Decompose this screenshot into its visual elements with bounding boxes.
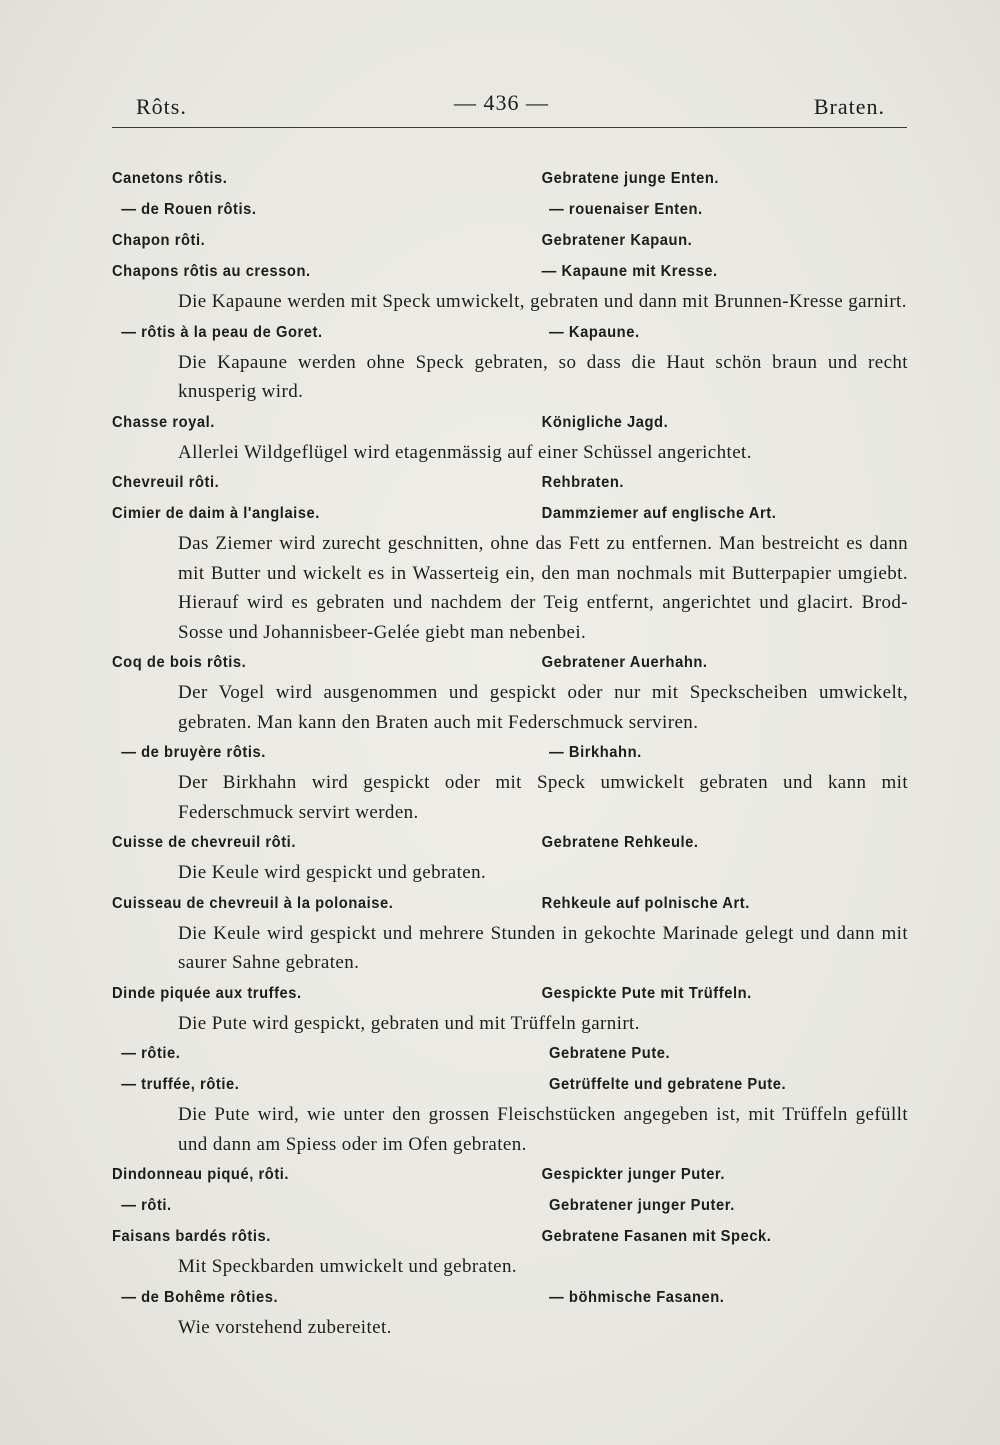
recipe-title-german: Getrüffelte und gebratene Pute.: [549, 1076, 787, 1093]
recipe-entry: [112, 647, 912, 737]
recipe-title-line: [112, 978, 848, 1009]
recipe-entry: [112, 888, 912, 978]
recipe-title-german: — rouenaiser Enten.: [549, 201, 703, 218]
recipe-title-line: [112, 317, 848, 348]
recipe-entry: [112, 1159, 912, 1190]
recipe-title-line: [112, 467, 848, 498]
recipe-title-german: Gebratene junge Enten.: [541, 170, 720, 187]
recipe-title-line: [112, 647, 848, 678]
recipe-title-german: Gebratener Kapaun.: [541, 232, 693, 249]
recipe-title-line: [112, 1069, 848, 1100]
recipe-title-line: [112, 225, 848, 256]
recipe-description: Der Vogel wird ausgenommen und gespickt oder nur mit Speckscheiben umwickelt, gebraten. Man kann den Braten auch mit Federschmuck serviren.: [178, 682, 908, 733]
recipe-title-german: Gebratener Auerhahn.: [541, 654, 708, 671]
recipe-description: Mit Speckbarden umwickelt und gebraten.: [178, 1256, 518, 1277]
recipe-title-french: Cuisse de chevreuil rôti.: [112, 834, 296, 851]
recipe-description: Allerlei Wildgeflügel wird etagenmässig auf einer Schüssel angerichtet.: [178, 441, 752, 463]
recipe-title-french: Cuisseau de chevreuil à la polonaise.: [112, 894, 394, 912]
recipe-title-french: — rôtie.: [121, 1045, 181, 1062]
recipe-description: Die Keule wird gespickt und mehrere Stunden in gekochte Marinade gelegt und dann mit saurer Sahne gebraten.: [178, 922, 908, 973]
recipe-description: Die Kapaune werden mit Speck umwickelt, gebraten und dann mit Brunnen-Kresse garnirt.: [178, 291, 907, 312]
recipe-description: Die Pute wird, wie unter den grossen Fleischstücken angegeben ist, mit Trüffeln gefüllt und dann am Spiess oder im Ofen gebraten.: [178, 1104, 908, 1155]
header-section-french: Rôts.: [136, 94, 187, 119]
recipe-title-line: [112, 1282, 848, 1313]
recipe-title-line: [112, 827, 848, 858]
recipe-title-french: Chevreuil rôti.: [112, 474, 220, 491]
recipe-entry: [112, 737, 912, 827]
recipe-title-line: [112, 194, 848, 225]
recipe-title-french: — de Bohême rôties.: [121, 1288, 279, 1306]
recipe-entry: [112, 1190, 912, 1221]
recipe-title-line: [112, 407, 848, 438]
recipe-title-french: Faisans bardés rôtis.: [112, 1228, 271, 1245]
recipe-description: Der Birkhahn wird gespickt oder mit Speck umwickelt gebraten und kann mit Federschmuck servirt werden.: [178, 772, 908, 823]
recipe-title-german: Rehbraten.: [541, 474, 625, 491]
recipe-title-french: — de Rouen rôtis.: [121, 201, 257, 218]
recipe-title-french: Coq de bois rôtis.: [112, 654, 247, 671]
recipe-entry: [112, 225, 912, 256]
recipe-entry: [112, 163, 912, 194]
header-rule: [112, 127, 907, 128]
recipe-description: Wie vorstehend zubereitet.: [178, 1316, 392, 1338]
recipe-title-french: — de bruyère rôtis.: [121, 744, 266, 761]
recipe-title-german: — Kapaune.: [549, 323, 640, 341]
recipe-title-line: [112, 1221, 848, 1252]
recipe-entry: [112, 194, 912, 225]
recipe-title-german: — Kapaune mit Kresse.: [541, 263, 718, 280]
recipe-entry: [112, 256, 912, 317]
recipe-title-german: Gebratene Fasanen mit Speck.: [541, 1228, 772, 1245]
recipe-title-french: Cimier de daim à l'anglaise.: [112, 505, 320, 522]
recipe-entry: [112, 317, 912, 407]
header-section-german: Braten.: [813, 94, 885, 119]
page-number: — 436 —: [454, 90, 549, 115]
recipe-entry: [112, 1069, 912, 1159]
recipe-entry: [112, 1282, 912, 1343]
recipe-entry: [112, 1221, 912, 1282]
recipe-title-line: [112, 737, 848, 768]
page-header: [112, 90, 907, 124]
recipe-title-line: [112, 1038, 848, 1069]
recipe-title-german: Rehkeule auf polnische Art.: [541, 894, 750, 912]
recipe-title-french: Chasse royal.: [112, 413, 215, 431]
recipe-title-german: — Birkhahn.: [549, 744, 642, 761]
recipe-entry: [112, 407, 912, 468]
recipe-title-line: [112, 498, 848, 529]
recipe-entry: [112, 467, 912, 498]
recipe-description: Die Kapaune werden ohne Speck gebraten, so dass die Haut schön braun und recht knusperig wird.: [178, 351, 908, 402]
recipe-title-french: Dinde piquée aux truffes.: [112, 984, 302, 1002]
recipe-title-french: — rôti.: [121, 1197, 172, 1214]
recipe-title-german: Gespickte Pute mit Trüffeln.: [541, 984, 752, 1002]
recipe-title-french: Dindonneau piqué, rôti.: [112, 1166, 290, 1183]
recipe-title-german: Dammziemer auf englische Art.: [541, 505, 777, 522]
recipe-title-german: — böhmische Fasanen.: [549, 1288, 725, 1306]
recipe-title-line: [112, 256, 848, 287]
recipe-entry: [112, 827, 912, 888]
recipe-description: Das Ziemer wird zurecht geschnitten, ohne das Fett zu entfernen. Man bestreicht es dann mit Butter und wickelt es in Wasserteig ein, den man nochmals mit Butterpapier umgiebt. Hierauf wird es gebraten und nachdem der Teig entfernt, angerichtet und glacirt. Brod-Sosse und Johannisbeer-Gelée giebt man nebenbei.: [178, 533, 908, 643]
recipe-title-french: — truffée, rôtie.: [121, 1076, 240, 1093]
recipe-title-german: Gespickter junger Puter.: [541, 1166, 726, 1183]
recipe-title-line: [112, 163, 848, 194]
recipe-title-line: [112, 1159, 848, 1190]
recipe-title-line: [112, 1190, 848, 1221]
recipe-title-line: [112, 888, 848, 919]
recipe-title-german: Königliche Jagd.: [541, 413, 669, 431]
recipe-list: [112, 163, 912, 1342]
recipe-title-french: — rôtis à la peau de Goret.: [121, 323, 323, 341]
recipe-title-french: Chapons rôtis au cresson.: [112, 263, 311, 280]
recipe-description: Die Keule wird gespickt und gebraten.: [178, 862, 487, 883]
recipe-title-french: Canetons rôtis.: [112, 170, 228, 187]
recipe-title-french: Chapon rôti.: [112, 232, 206, 249]
recipe-title-german: Gebratene Rehkeule.: [541, 834, 699, 851]
recipe-description: Die Pute wird gespickt, gebraten und mit Trüffeln garnirt.: [178, 1012, 640, 1034]
recipe-title-german: Gebratener junger Puter.: [549, 1197, 735, 1214]
recipe-title-german: Gebratene Pute.: [549, 1045, 671, 1062]
recipe-entry: [112, 978, 912, 1039]
recipe-entry: [112, 1038, 912, 1069]
recipe-entry: [112, 498, 912, 647]
